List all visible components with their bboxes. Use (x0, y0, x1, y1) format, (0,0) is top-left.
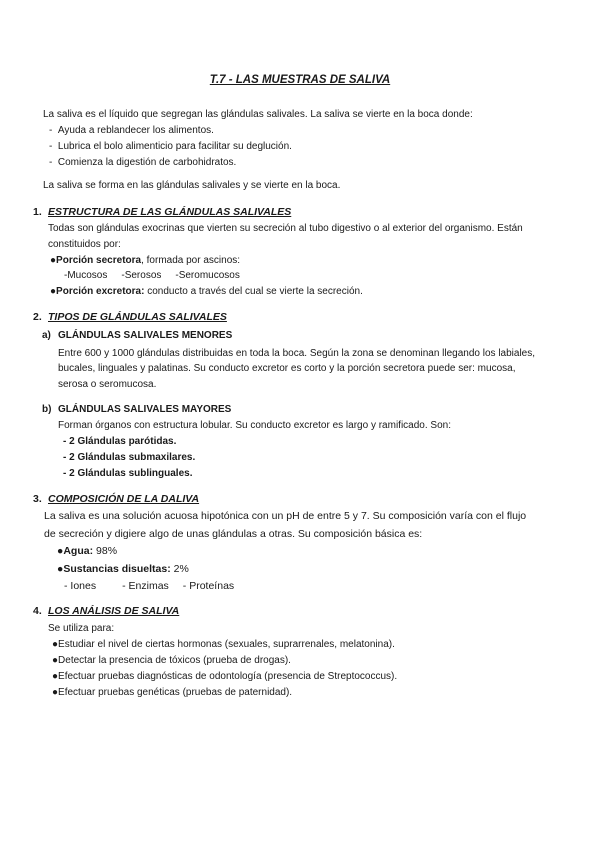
section-heading: 3. COMPOSICIÓN DE LA DALIVA (33, 493, 200, 505)
bullet-item: ●Sustancias disueltas: 2% (57, 563, 189, 575)
paragraph-line: Todas son glándulas exocrinas que vierten su secreción al tubo digestivo o al exterior del organismo. Están (48, 223, 523, 234)
sustancias-types: - Iones - Enzimas - Proteínas (64, 580, 235, 592)
paragraph-line: Forman órganos con estructura lobular. Su conducto excretor es largo y ramificado. Son: (58, 420, 451, 431)
intro-closing: La saliva se forma en las glándulas salivales y se vierte en la boca. (43, 180, 341, 191)
section-heading: 1. ESTRUCTURA DE LAS GLÁNDULAS SALIVALES (33, 206, 292, 218)
secretora-types: -Mucosos -Serosos -Seromucosos (64, 270, 240, 281)
bullet-item: ●Estudiar el nivel de ciertas hormonas (sexuales, suprarrenales, melatonina). (52, 639, 395, 650)
intro-list-item: - Lubrica el bolo alimenticio para facilitar su deglución. (49, 141, 292, 152)
section-heading: 2. TIPOS DE GLÁNDULAS SALIVALES (33, 311, 227, 323)
bullet-item: ●Detectar la presencia de tóxicos (prueba de drogas). (52, 655, 291, 666)
intro-list-item: - Comienza la digestión de carbohidratos. (49, 157, 237, 168)
bullet-item: ●Porción excretora: conducto a través del cual se vierte la secreción. (50, 286, 363, 297)
paragraph-line: Entre 600 y 1000 glándulas distribuidas en toda la boca. Según la zona se denominan llegando los labiales, (58, 348, 536, 359)
page-title: T.7 - LAS MUESTRAS DE SALIVA (209, 74, 391, 86)
paragraph-line: bucales, linguales y palatinas. Su conducto excretor es corto y la porción secretora puede ser: mucosa, (58, 363, 516, 374)
subsection-heading: b) GLÁNDULAS SALIVALES MAYORES (42, 404, 232, 415)
paragraph-line: serosa o seromucosa. (58, 379, 157, 390)
subsection-heading: a) GLÁNDULAS SALIVALES MENORES (42, 330, 233, 341)
paragraph-line: de secreción y digiere algo de unas glándulas a otras. Su composición básica es: (44, 528, 423, 540)
list-item: - 2 Glándulas sublinguales. (63, 468, 193, 479)
intro-text: La saliva es el líquido que segregan las glándulas salivales. La saliva se vierte en la boca donde: (43, 109, 473, 120)
intro-list-item: - Ayuda a reblandecer los alimentos. (49, 125, 214, 136)
list-item: - 2 Glándulas submaxilares. (63, 452, 196, 463)
bullet-item: ●Efectuar pruebas genéticas (pruebas de paternidad). (52, 687, 293, 698)
paragraph-line: La saliva es una solución acuosa hipotónica con un pH de entre 5 y 7. Su composición varía con el flujo (44, 510, 527, 522)
bullet-item: ●Efectuar pruebas diagnósticas de odontología (presencia de Streptococcus). (52, 671, 398, 682)
section-heading: 4. LOS ANÁLISIS DE SALIVA (33, 605, 180, 617)
bullet-item: ●Agua: 98% (57, 545, 118, 557)
paragraph-line: Se utiliza para: (48, 623, 115, 634)
list-item: - 2 Glándulas parótidas. (63, 436, 177, 447)
bullet-item: ●Porción secretora, formada por ascinos: (50, 255, 241, 266)
paragraph-line: constituidos por: (48, 239, 121, 250)
